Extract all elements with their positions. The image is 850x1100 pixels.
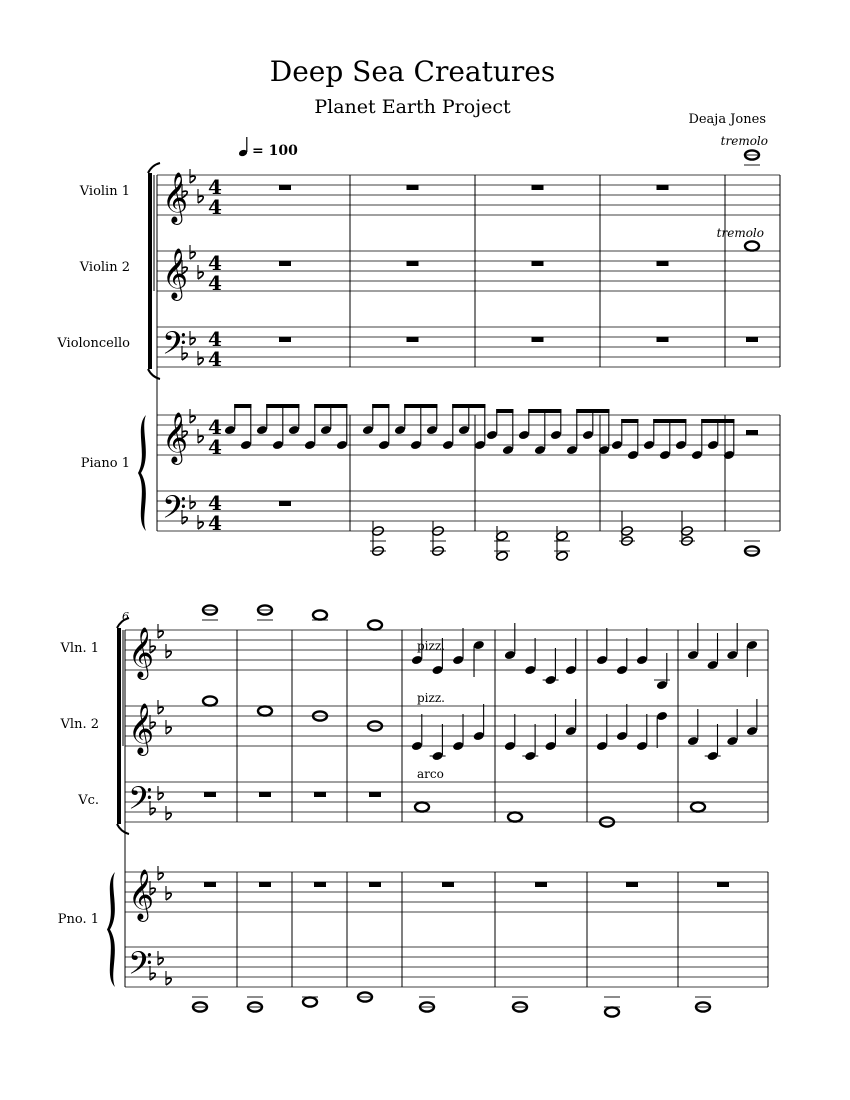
beam: [452, 404, 485, 408]
flat-icon: [166, 806, 171, 820]
composer-name: Deaja Jones: [688, 112, 766, 127]
instrument-name-cello: Violoncello: [57, 336, 130, 351]
whole-rest-icon: [532, 261, 544, 266]
time-signature-denominator: 4: [208, 347, 222, 371]
beam: [404, 404, 437, 408]
whole-note: [415, 802, 429, 811]
whole-note: [313, 610, 327, 619]
staff-cello: [157, 327, 780, 367]
beam: [496, 409, 513, 413]
staff-violin2: [157, 251, 780, 291]
whole-rest-icon: [746, 337, 758, 342]
whole-rest-icon: [314, 882, 326, 887]
time-signature-numerator: 4: [208, 491, 222, 515]
flat-icon: [190, 409, 195, 423]
beam: [234, 404, 251, 408]
time-signature-numerator: 4: [208, 327, 222, 351]
whole-rest-icon: [369, 792, 381, 797]
bass-clef-icon: 𝄢: [162, 489, 187, 533]
flat-icon: [166, 971, 171, 985]
flat-icon: [198, 351, 203, 365]
whole-note: [258, 706, 272, 715]
time-signature-denominator: 4: [208, 195, 222, 219]
flat-icon: [190, 245, 195, 259]
instrument-name-piano: Piano 1: [80, 456, 130, 471]
whole-note: [368, 620, 382, 629]
flat-icon: [198, 189, 203, 203]
score-title: Deep Sea Creatures: [269, 55, 556, 88]
score-subtitle: Planet Earth Project: [314, 96, 511, 118]
flat-icon: [158, 700, 163, 714]
whole-rest-icon: [259, 792, 271, 797]
piano-brace-s2: [107, 872, 115, 987]
flat-icon: [198, 515, 203, 529]
whole-rest-icon: [314, 792, 326, 797]
beam: [266, 404, 299, 408]
flat-icon: [190, 331, 195, 345]
instrument-short-cello: Vc.: [78, 793, 99, 808]
flat-icon: [158, 786, 163, 800]
beam: [576, 409, 609, 413]
whole-rest-icon: [657, 261, 669, 266]
whole-rest-icon: [204, 882, 216, 887]
whole-rest-icon: [626, 882, 638, 887]
tremolo-marking-violin2: tremolo: [716, 226, 764, 240]
time-signature-denominator: 4: [208, 435, 222, 459]
treble-clef-icon: 𝄞: [128, 627, 155, 678]
pizz-marking-violin2: pizz.: [417, 691, 445, 705]
flat-icon: [166, 720, 171, 734]
whole-note: [203, 696, 217, 705]
whole-rest-icon: [204, 792, 216, 797]
whole-note: [691, 802, 705, 811]
treble-clef-icon: 𝄞: [128, 703, 155, 754]
flat-icon: [158, 866, 163, 880]
whole-rest-icon: [717, 882, 729, 887]
measure-number: 6: [122, 610, 129, 623]
time-signature-numerator: 4: [208, 251, 222, 275]
piano-brace: [138, 415, 146, 531]
time-signature-numerator: 4: [208, 415, 222, 439]
instrument-name-violin1: Violin 1: [79, 184, 130, 199]
whole-rest-icon: [535, 882, 547, 887]
pizz-marking-violin1: pizz.: [417, 639, 445, 653]
whole-rest-icon: [279, 501, 291, 506]
flat-icon: [158, 624, 163, 638]
tempo-text: = 100: [252, 143, 298, 159]
whole-rest-icon: [259, 882, 271, 887]
staff-piano-treble-s2: [125, 872, 768, 912]
beam: [701, 419, 734, 423]
bass-clef-icon: 𝄢: [128, 780, 153, 824]
whole-rest-icon: [279, 185, 291, 190]
staff-violin1-s2: [125, 630, 768, 670]
instrument-short-violin2: Vln. 2: [60, 717, 99, 732]
bass-clef-icon: 𝄢: [128, 945, 153, 989]
staff-cello-s2: [125, 782, 768, 822]
flat-icon: [190, 169, 195, 183]
whole-rest-icon: [657, 337, 669, 342]
flat-icon: [198, 429, 203, 443]
instrument-name-violin2: Violin 2: [79, 260, 130, 275]
whole-rest-icon: [657, 185, 669, 190]
whole-rest-icon: [279, 261, 291, 266]
whole-rest-icon: [369, 882, 381, 887]
beam: [314, 404, 347, 408]
treble-clef-icon: 𝄞: [162, 412, 189, 463]
flat-icon: [198, 265, 203, 279]
treble-clef-icon: 𝄞: [162, 248, 189, 299]
flat-icon: [190, 495, 195, 509]
flat-icon: [158, 951, 163, 965]
beam: [653, 419, 686, 423]
staff-violin1: [157, 175, 780, 215]
flat-icon: [166, 644, 171, 658]
time-signature-numerator: 4: [208, 175, 222, 199]
whole-rest-icon: [407, 185, 419, 190]
tempo-marking: [238, 137, 298, 159]
whole-rest-icon: [407, 261, 419, 266]
treble-clef-icon: 𝄞: [128, 869, 155, 920]
whole-rest-icon: [442, 882, 454, 887]
bass-clef-icon: 𝄢: [162, 325, 187, 369]
beam: [372, 404, 389, 408]
flat-icon: [166, 886, 171, 900]
instrument-short-piano: Pno. 1: [57, 912, 99, 927]
arco-marking-cello: arco: [417, 767, 444, 781]
half-rest-icon: [746, 430, 758, 435]
whole-rest-icon: [279, 337, 291, 342]
beam: [528, 409, 561, 413]
whole-note: [508, 812, 522, 821]
staff-piano-bass-s2: [125, 947, 768, 987]
staff-piano-bass: [157, 491, 780, 531]
instrument-short-violin1: Vln. 1: [60, 641, 99, 656]
treble-clef-icon: 𝄞: [162, 172, 189, 223]
whole-note: [745, 241, 759, 250]
whole-rest-icon: [532, 185, 544, 190]
whole-rest-icon: [407, 337, 419, 342]
beam: [621, 419, 638, 423]
time-signature-denominator: 4: [208, 511, 222, 535]
staff-violin2-s2: [125, 706, 768, 746]
whole-note: [605, 1007, 619, 1016]
whole-rest-icon: [532, 337, 544, 342]
time-signature-denominator: 4: [208, 271, 222, 295]
whole-note: [303, 997, 317, 1006]
tremolo-marking-violin1: tremolo: [720, 134, 768, 148]
